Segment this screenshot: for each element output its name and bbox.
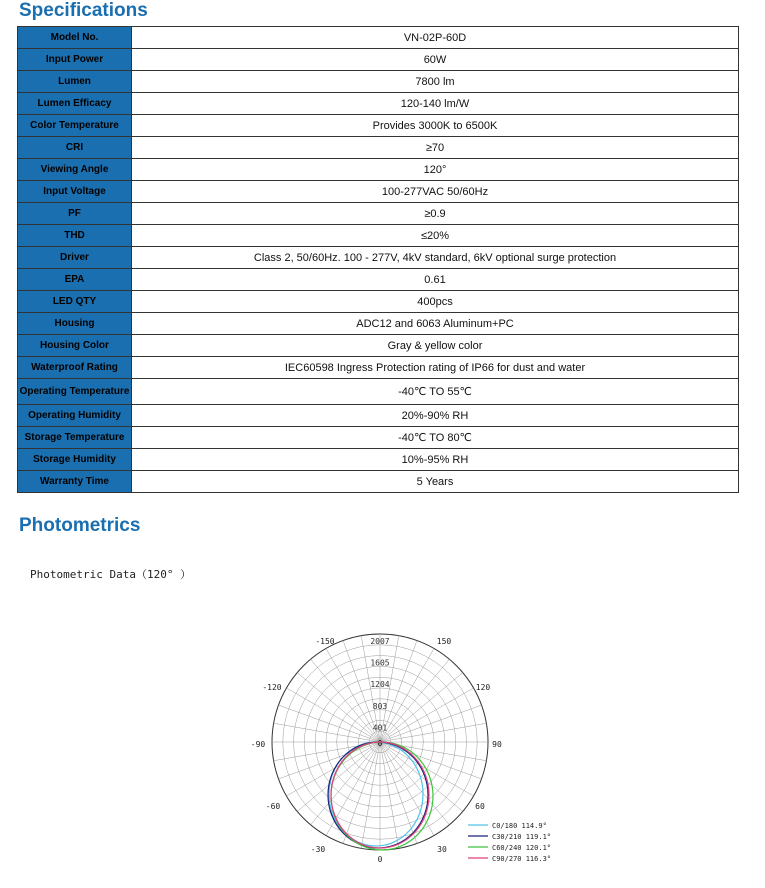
spec-value: 20%-90% RH bbox=[132, 405, 739, 427]
photometrics-heading: Photometrics bbox=[19, 515, 141, 536]
spec-label: Waterproof Rating bbox=[18, 357, 132, 379]
spec-label: Operating Humidity bbox=[18, 405, 132, 427]
spec-row bbox=[18, 49, 739, 71]
spec-label: Housing bbox=[18, 313, 132, 335]
angle-label: -120 bbox=[262, 683, 282, 692]
spec-value: 0.61 bbox=[132, 269, 739, 291]
spec-label: Model No. bbox=[18, 27, 132, 49]
spec-label: Viewing Angle bbox=[18, 159, 132, 181]
angle-label: 0 bbox=[377, 855, 383, 864]
angle-label: 90 bbox=[492, 740, 502, 749]
spec-row bbox=[18, 291, 739, 313]
spec-label: LED QTY bbox=[18, 291, 132, 313]
spec-value: -40℃ TO 80℃ bbox=[132, 427, 739, 449]
angle-label: 120 bbox=[475, 683, 491, 692]
spec-row bbox=[18, 313, 739, 335]
spec-row bbox=[18, 471, 739, 493]
spec-label: CRI bbox=[18, 137, 132, 159]
spec-label: Color Temperature bbox=[18, 115, 132, 137]
spec-value: Gray & yellow color bbox=[132, 335, 739, 357]
spec-value: 120-140 lm/W bbox=[132, 93, 739, 115]
spec-row bbox=[18, 159, 739, 181]
spec-label: Input Power bbox=[18, 49, 132, 71]
spec-value: 10%-95% RH bbox=[132, 449, 739, 471]
spec-row bbox=[18, 203, 739, 225]
spec-label: Storage Temperature bbox=[18, 427, 132, 449]
spec-label: THD bbox=[18, 225, 132, 247]
angle-label: -30 bbox=[310, 845, 326, 854]
legend-label: C60/240 120.1° bbox=[492, 844, 552, 852]
spec-row bbox=[18, 427, 739, 449]
legend-label: C90/270 116.3° bbox=[492, 855, 552, 863]
spec-value: IEC60598 Ingress Protection rating of IP66 for dust and water bbox=[132, 357, 739, 379]
specifications-heading: Specifications bbox=[19, 0, 148, 21]
spec-row bbox=[18, 335, 739, 357]
angle-label: 150 bbox=[436, 637, 452, 646]
radial-tick-label: 1204 bbox=[370, 680, 390, 690]
spec-label: Warranty Time bbox=[18, 471, 132, 493]
spec-row bbox=[18, 379, 739, 405]
spec-row bbox=[18, 93, 739, 115]
spec-row bbox=[18, 137, 739, 159]
spec-label: Operating Temperature bbox=[18, 379, 132, 405]
spec-row bbox=[18, 27, 739, 49]
legend-label: C30/210 119.1° bbox=[492, 833, 552, 841]
center-label: 0 bbox=[377, 739, 383, 748]
photometric-caption: Photometric Data（120° ） bbox=[30, 568, 192, 581]
angle-label: -90 bbox=[250, 740, 266, 749]
spec-label: Housing Color bbox=[18, 335, 132, 357]
spec-row bbox=[18, 449, 739, 471]
spec-value: 60W bbox=[132, 49, 739, 71]
spec-value: Provides 3000K to 6500K bbox=[132, 115, 739, 137]
spec-value: 5 Years bbox=[132, 471, 739, 493]
spec-value: 7800 lm bbox=[132, 71, 739, 93]
spec-value: -40℃ TO 55℃ bbox=[132, 379, 739, 405]
radial-tick-label: 803 bbox=[372, 701, 388, 711]
spec-row bbox=[18, 405, 739, 427]
spec-row bbox=[18, 269, 739, 291]
polar-chart bbox=[240, 620, 552, 880]
radial-tick-label: 401 bbox=[372, 723, 388, 733]
radial-tick-label: 2007 bbox=[370, 637, 390, 646]
spec-label: Lumen bbox=[18, 71, 132, 93]
spec-label: PF bbox=[18, 203, 132, 225]
spec-table bbox=[17, 26, 739, 493]
spec-value: Class 2, 50/60Hz. 100 - 277V, 4kV standard, 6kV optional surge protection bbox=[132, 247, 739, 269]
spec-label: Input Voltage bbox=[18, 181, 132, 203]
spec-value: ADC12 and 6063 Aluminum+PC bbox=[132, 313, 739, 335]
spec-row bbox=[18, 181, 739, 203]
spec-label: Driver bbox=[18, 247, 132, 269]
radial-tick-label: 1605 bbox=[370, 658, 390, 668]
spec-value: ≥0.9 bbox=[132, 203, 739, 225]
spec-value: 100-277VAC 50/60Hz bbox=[132, 181, 739, 203]
spec-value: ≥70 bbox=[132, 137, 739, 159]
angle-label: 30 bbox=[437, 845, 447, 854]
spec-row bbox=[18, 71, 739, 93]
spec-value: 400pcs bbox=[132, 291, 739, 313]
spec-value: ≤20% bbox=[132, 225, 739, 247]
angle-label: -60 bbox=[265, 802, 281, 811]
spec-value: VN-02P-60D bbox=[132, 27, 739, 49]
spec-row bbox=[18, 247, 739, 269]
spec-label: EPA bbox=[18, 269, 132, 291]
legend-label: C0/180 114.9° bbox=[492, 822, 547, 830]
spec-row bbox=[18, 357, 739, 379]
spec-label: Storage Humidity bbox=[18, 449, 132, 471]
spec-row bbox=[18, 225, 739, 247]
spec-label: Lumen Efficacy bbox=[18, 93, 132, 115]
angle-label: 60 bbox=[475, 802, 485, 811]
spec-row bbox=[18, 115, 739, 137]
spec-value: 120° bbox=[132, 159, 739, 181]
angle-label: -150 bbox=[315, 637, 335, 646]
